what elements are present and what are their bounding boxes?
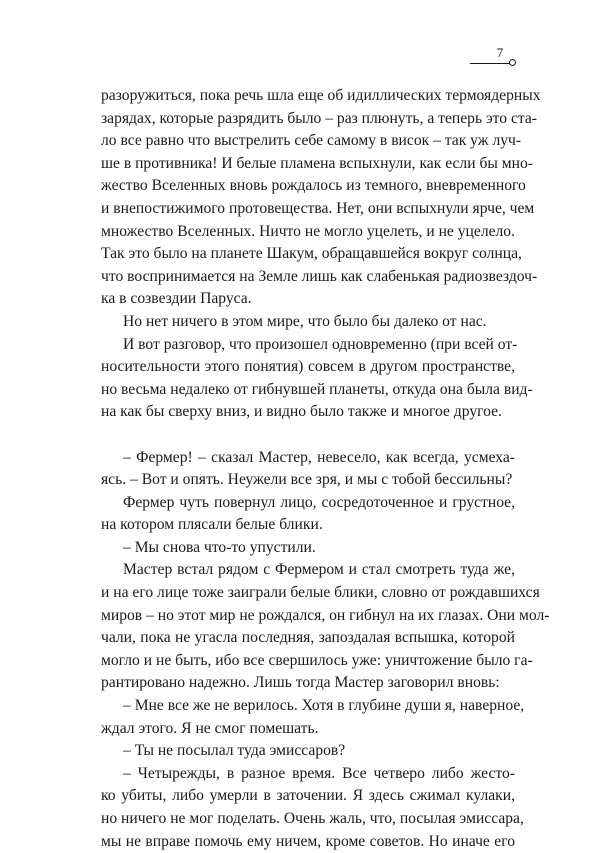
text-line: множество Вселенных. Ничто не могло уцелеть, и не уцелело. [101, 222, 515, 240]
text-line: Мастер встал рядом с Фермером и стал смотреть туда же, [123, 561, 515, 579]
body-text [101, 85, 550, 853]
text-line: разоружиться, пока речь шла еще об идиллических термоядерных [101, 87, 541, 104]
text-line: ка в созвездии Паруса. [101, 290, 252, 308]
page-number-rule-circle [509, 59, 516, 66]
text-line: – Фермер! – сказал Мастер, невесело, как всегда, усмеха- [123, 448, 515, 466]
text-line: но ничего не мог поделать. Очень жаль, что, посылая эмиссара, [101, 810, 524, 827]
text-line: – Четырежды, в разное время. Все четверо либо жесто- [123, 764, 515, 782]
text-line: что воспринимается на Земле лишь как слабенькая радиозвездоч- [101, 267, 538, 285]
text-line: чали, пока не угасла последняя, запоздалая вспышка, которой [101, 629, 515, 647]
page-number: 7 [496, 45, 504, 60]
text-line: и внепостижимого протовещества. Нет, они вспыхнули ярче, чем [101, 199, 535, 217]
text-line: зарядах, которые разрядить было – раз плюнуть, а теперь это ста- [101, 109, 537, 127]
text-line: – Мы снова что-то упустили. [123, 538, 316, 556]
text-line: – Ты не посылал туда эмиссаров? [123, 742, 346, 760]
text-line: жество Вселенных вновь рождалось из темного, вневременного [101, 177, 526, 195]
text-line: ше в противника! И белые пламена вспыхнули, как если бы мно- [101, 154, 533, 172]
text-line: миров – но этот мир не рождался, он гибнул на их глазах. Они мол- [101, 606, 550, 624]
page-number-rule [470, 63, 510, 64]
text-line: носительности этого понятия) совсем в другом пространстве, [101, 358, 515, 376]
text-line: – Мне все же не верилось. Хотя в глубине души я, наверное, [123, 697, 525, 715]
text-line: Так это было на планете Шакум, обращавшейся вокруг солнца, [101, 245, 522, 263]
text-line: на котором плясали белые блики. [101, 516, 323, 534]
text-line: ло все равно что выстрелить себе самому в висок – так уж луч- [101, 132, 522, 150]
text-line: мы не вправе помочь ему ничем, кроме советов. Но иначе его [101, 832, 515, 850]
text-line: Фермер чуть повернул лицо, сосредоточенное и грустное, [123, 493, 515, 511]
text-line: ко убиты, либо умерли в заточении. Я здесь сжимал кулаки, [101, 787, 515, 805]
section-break [101, 424, 515, 447]
text-line: но весьма недалеко от гибнувшей планеты, откуда она была вид- [101, 380, 533, 398]
text-line: на как бы сверху вниз, и видно было также и многое другое. [101, 403, 502, 421]
text-line: ясь. – Вот и опять. Неужели все зря, и мы с тобой бессильны? [101, 471, 513, 489]
text-line: и на его лице тоже заиграли белые блики, словно от рождавшихся [101, 584, 540, 602]
text-line: рантировано надежно. Лишь тогда Мастер заговорил вновь: [101, 674, 500, 692]
text-line: могло и не быть, ибо все свершилось уже: уничтожение было га- [101, 651, 533, 669]
text-line: ждал этого. Я не смог помешать. [101, 719, 319, 737]
text-line: И вот разговор, что произошел одновременно (при всей от- [123, 335, 518, 353]
text-line: Но нет ничего в этом мире, что было бы далеко от нас. [123, 312, 487, 330]
